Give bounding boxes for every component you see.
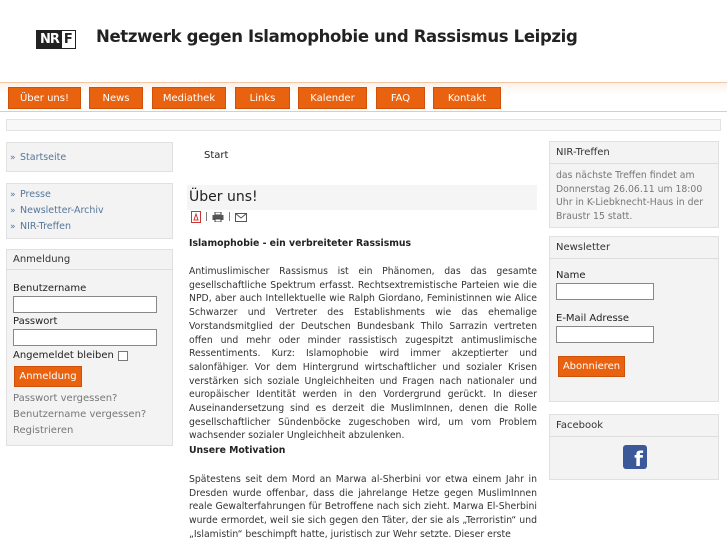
remember-label: Angemeldet bleiben [13, 350, 114, 361]
site-header [0, 0, 727, 70]
article-heading-2: Unsere Motivation [189, 445, 286, 456]
icon-separator: | [228, 212, 232, 222]
article-paragraph-1: Antimuslimischer Rassismus ist ein Phänomen, das das gesamte gesellschaftliche Spektrum erfasst. Rechtsextremistische Parteien wie die NPD, aber auch Intellektuelle wie Ralph Giordano, Feministinnen wie Alice Schwarzer und Vertreter des Establishments wie das ehemalige Vorstandsmitglied der Deutschen Bundesbank Thilo Sarrazin vertreten offen und mehr oder minder rassistisch zugespitzt antimuslimische Ressentiments. Kurz: Islamophobie wird immer akzeptierter und salonfähiger. Vor dem Hintergrund wirtschaftlicher und sozialer Krisen verstärken sich soziale Ungleichheiten und Fragen nach nationaler und europäischer Identität werden in den Vordergrund gerückt. In dieser Auseinandersetzung sind es derzeit die MuslimInnen, denen die Rolle gesellschaftlicher Sündenböcke zugeschoben wird, um vom Problem wachsender sozialer Ungleichheit abzulenken. [189, 266, 537, 442]
username-input[interactable] [13, 296, 157, 313]
remember-checkbox[interactable] [118, 351, 128, 361]
password-input[interactable] [13, 329, 157, 346]
treffen-box [549, 141, 719, 228]
nav-item-kalender[interactable]: Kalender [298, 87, 367, 109]
nav-item-kontakt[interactable]: Kontakt [433, 87, 501, 109]
nav-item-news[interactable]: News [89, 87, 143, 109]
newsletter-email-label: E-Mail Adresse [556, 313, 630, 324]
logo-mark [36, 30, 76, 49]
nav-item-links[interactable]: Links [235, 87, 290, 109]
site-logo[interactable] [36, 29, 76, 49]
article-heading-1: Islamophobie - ein verbreiteter Rassismus [189, 238, 412, 249]
newsletter-box [549, 236, 719, 402]
home-menu-box [6, 142, 173, 172]
forgot-password-link[interactable]: Passwort vergessen? [13, 393, 118, 404]
sidebar-menu-box [6, 183, 173, 239]
logo-black-part: NR [37, 31, 62, 48]
article-title: Über uns! [189, 189, 258, 205]
menu-link-newsletter-archiv[interactable]: » Newsletter-Archiv [7, 203, 172, 219]
username-label: Benutzername [13, 283, 87, 294]
register-link[interactable]: Registrieren [13, 425, 74, 436]
newsletter-name-label: Name [556, 270, 586, 281]
sub-bar [6, 119, 721, 131]
menu-link-startseite[interactable]: » Startseite [7, 150, 172, 166]
print-icon[interactable] [212, 212, 224, 222]
menu-link-presse[interactable]: » Presse [7, 187, 172, 203]
newsletter-name-input[interactable] [556, 283, 654, 300]
login-title: Anmeldung [7, 250, 172, 270]
breadcrumb[interactable]: Start [204, 150, 229, 161]
article-paragraph-2: Spätestens seit dem Mord an Marwa al-Sherbini vor etwa einem Jahr in Dresden wurde offenbar, dass die jahrelange Hetze gegen MuslimInnen reale Gewalterfahrungen für Betroffene nach sich zieht. Marwa El-Sherbini wurde ermordet, weil sie sich gegen den Täter, der sie als „Terroristin“ und „Islamistin“ beschimpft hatte, juristisch zur Wehr setzte. Dieser erste [189, 474, 537, 540]
newsletter-email-input[interactable] [556, 326, 654, 343]
newsletter-title: Newsletter [550, 237, 718, 259]
email-icon[interactable] [235, 213, 247, 222]
facebook-box [549, 414, 719, 480]
forgot-username-link[interactable]: Benutzername vergessen? [13, 409, 147, 420]
login-box [6, 249, 173, 446]
facebook-icon[interactable]: f [623, 445, 647, 469]
pdf-icon[interactable] [191, 211, 201, 223]
treffen-text: das nächste Treffen findet am Donnerstag 26.06.11 um 18:00 Uhr in K-Liebknecht-Haus in der Braustr 15 statt. [556, 170, 704, 222]
facebook-title: Facebook [550, 415, 718, 437]
site-title: Netzwerk gegen Islamophobie und Rassismus Leipzig [96, 27, 578, 46]
logo-white-part: F [63, 31, 73, 47]
icon-separator: | [205, 212, 209, 222]
article-icons [191, 211, 247, 223]
login-button[interactable]: Anmeldung [14, 366, 82, 387]
subscribe-button[interactable]: Abonnieren [558, 356, 625, 377]
password-label: Passwort [13, 316, 58, 327]
menu-link-nir-treffen[interactable]: » NIR-Treffen [7, 219, 172, 235]
remember-row [13, 350, 172, 361]
treffen-title: NIR-Treffen [550, 142, 718, 164]
main-nav [0, 82, 727, 112]
nav-item-faq[interactable]: FAQ [376, 87, 425, 109]
nav-item-ueber-uns[interactable]: Über uns! [8, 87, 81, 109]
nav-item-mediathek[interactable]: Mediathek [152, 87, 226, 109]
